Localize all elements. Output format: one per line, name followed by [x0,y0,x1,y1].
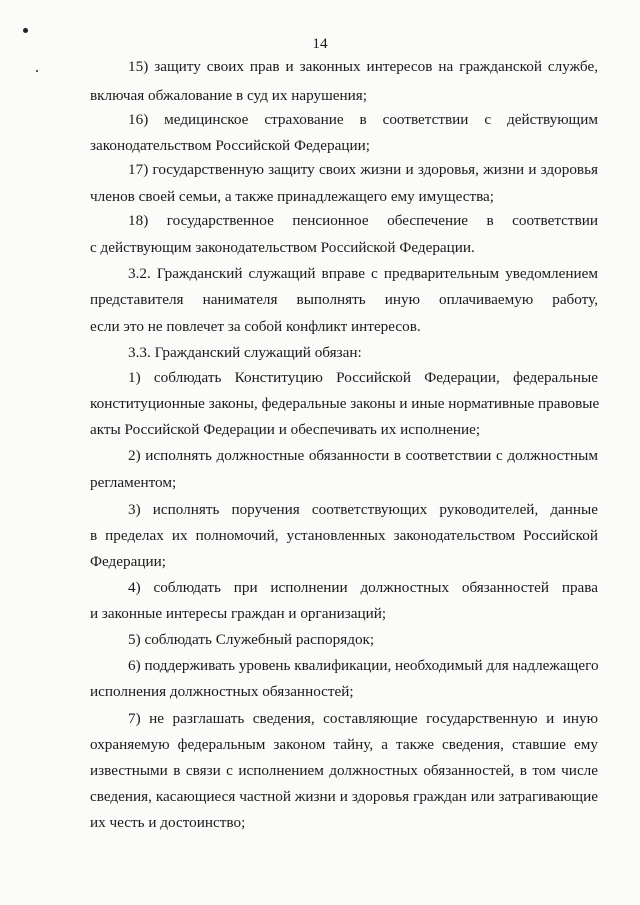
text-line: 16) медицинское страхование в соответствии с действующим [128,111,598,128]
text-line: включая обжалование в суд их нарушения; [90,87,367,104]
text-line: исполнения должностных обязанностей; [90,683,354,700]
text-line: 3.3. Гражданский служащий обязан: [128,344,362,361]
text-line: регламентом; [90,474,177,491]
text-line: 6) поддерживать уровень квалификации, необходимый для надлежащего [128,657,599,674]
text-line: 3.2. Гражданский служащий вправе с предварительным уведомлением [128,265,598,282]
text-line: 4) соблюдать при исполнении должностных обязанностей права [128,579,598,596]
text-line: известными в связи с исполнением должностных обязанностей, в том числе [90,762,598,779]
text-line: членов своей семьи, а также принадлежащего ему имущества; [90,188,495,205]
text-line: 2) исполнять должностные обязанности в соответствии с должностным [128,447,598,464]
text-line: если это не повлечет за собой конфликт интересов. [90,318,421,335]
text-line: 15) защиту своих прав и законных интересов на гражданской службе, [128,58,598,75]
text-line: 17) государственную защиту своих жизни и здоровья, жизни и здоровья [128,161,598,178]
text-line: акты Российской Федерации и обеспечивать их исполнение; [90,421,481,438]
text-line: сведения, касающиеся частной жизни и здоровья граждан или затрагивающие [90,788,598,805]
text-line: Федерации; [90,553,166,570]
text-line: 18) государственное пенсионное обеспечение в соответствии [128,212,598,229]
text-line: их честь и достоинство; [90,814,246,831]
scan-mark [36,70,38,72]
text-line: 3) исполнять поручения соответствующих руководителей, данные [128,501,598,518]
text-line: 1) соблюдать Конституцию Российской Федерации, федеральные [128,369,598,386]
text-line: охраняемую федеральным законом тайну, а также сведения, ставшие ему [90,736,598,753]
text-line: 7) не разглашать сведения, составляющие государственную и иную [128,710,598,727]
page-number: 14 [312,35,328,52]
text-line: представителя нанимателя выполнять иную оплачиваемую работу, [90,291,598,308]
text-line: в пределах их полномочий, установленных законодательством Российской [90,527,598,544]
text-line: с действующим законодательством Российской Федерации. [90,239,475,256]
text-line: конституционные законы, федеральные законы и иные нормативные правовые [90,395,600,412]
scan-mark [23,28,28,33]
text-line: законодательством Российской Федерации; [90,137,370,154]
text-line: и законные интересы граждан и организаций; [90,605,387,622]
text-line: 5) соблюдать Служебный распорядок; [128,631,375,648]
